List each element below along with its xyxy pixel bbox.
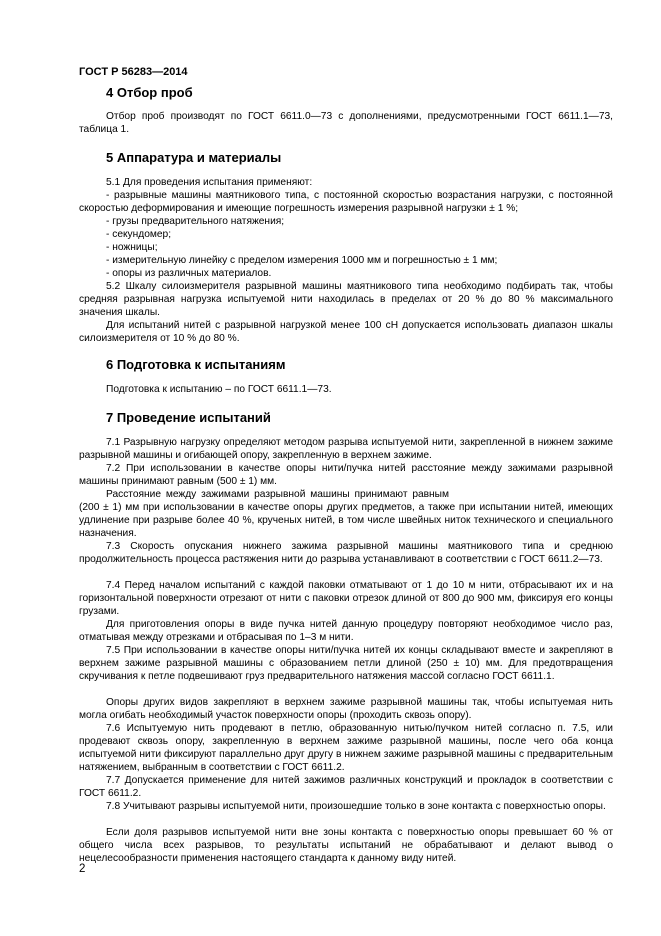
para-7-5: 7.5 При использовании в качестве опоры нити/пучка нитей их концы складывают вместе и закрепляют в верхнем зажиме разрывной машины с образованием петли длиной (250 ± 10) мм. Для предотвращения скручивания к петле подвешивают груз предварительного натяжения массой согласно ГОСТ 6611.1. <box>79 645 613 682</box>
para-7-2-distance-cont: (200 ± 1) мм при использовании в качестве опоры других предметов, а также при испытании нитей, имеющих удлинение при разрыве более 40 %, крученых нитей, в том числе швейных ниток технического и специального назначения. <box>79 502 613 539</box>
list-item: - измерительную линейку с пределом измерения 1000 мм и погрешностью ± 1 мм; <box>106 255 498 266</box>
list-item: - грузы предварительного натяжения; <box>106 216 285 227</box>
section-7-title: 7 Проведение испытаний <box>106 410 271 425</box>
list-item: - опоры из различных материалов. <box>106 268 272 279</box>
para-7-5-note: Опоры других видов закрепляют в верхнем зажиме разрывной машины так, чтобы испытуемая нить могла огибать необходимый участок поверхности опоры (проходить сквозь опору). <box>79 697 613 721</box>
para-7-2-distance: Расстояние между зажимами разрывной машины принимают равным <box>106 489 450 500</box>
list-item: - секундомер; <box>106 229 172 240</box>
section-4-title: 4 Отбор проб <box>106 85 193 100</box>
para-7-6: 7.6 Испытуемую нить продевают в петлю, образованную нитью/пучком нитей согласно п. 7.5, или продевают сквозь опору, закрепленную в верхнем зажиме разрывной машины, после чего оба конца испытуемой нити фиксируют параллельно друг другу в нижнем зажиме разрывной машины с предварительным натяжением, выбранным в соответствии с ГОСТ 6611.2. <box>79 723 613 773</box>
list-item: - ножницы; <box>106 242 158 253</box>
section-6-body: Подготовка к испытанию – по ГОСТ 6611.1—73. <box>106 384 332 395</box>
section-4-body: Отбор проб производят по ГОСТ 6611.0—73 с дополнениями, предусмотренными ГОСТ 6611.1—73, таблица 1. <box>79 111 613 135</box>
standard-header: ГОСТ Р 56283—2014 <box>79 66 188 78</box>
para-7-8-note: Если доля разрывов испытуемой нити вне зоны контакта с поверхностью опоры превышает 60 % от общего числа всех разрывов, то результаты испытаний не обрабатывают и делают вывод о нецелесообразности применения настоящего стандарта к данному виду нитей. <box>79 827 613 864</box>
para-5-1-intro: 5.1 Для проведения испытания применяют: <box>106 177 313 188</box>
section-6-title: 6 Подготовка к испытаниям <box>106 357 286 372</box>
section-5-title: 5 Аппаратура и материалы <box>106 150 282 165</box>
para-7-1: 7.1 Разрывную нагрузку определяют методом разрыва испытуемой нити, закрепленной в нижнем зажиме разрывной машины и огибающей опору, закрепленную в верхнем зажиме. <box>79 437 613 461</box>
para-5-2: 5.2 Шкалу силоизмерителя разрывной машины маятникового типа необходимо подбирать так, чтобы средняя разрывная нагрузка испытуемой нити находилась в пределах от 20 % до 80 % максимального значения шкалы. <box>79 281 613 318</box>
para-7-3: 7.3 Скорость опускания нижнего зажима разрывной машины маятникового типа и среднюю продолжительность процесса растяжения нити до разрыва устанавливают в соответствии с ГОСТ 6611.2—73. <box>79 541 613 565</box>
page-number: 2 <box>79 863 86 875</box>
para-7-2: 7.2 При использовании в качестве опоры нити/пучка нитей расстояние между зажимами разрывной машины принимают равным (500 ± 1) мм. <box>79 463 613 487</box>
para-5-1-item-1: - разрывные машины маятникового типа, с постоянной скоростью возрастания нагрузки, с постоянной скоростью деформирования и имеющие погрешность измерения разрывной нагрузки ± 1 %; <box>79 190 613 214</box>
para-7-4-note: Для приготовления опоры в виде пучка нитей данную процедуру повторяют необходимое число раз, отматывая между отрезками и отбрасывая по 1–3 м нити. <box>79 619 613 643</box>
para-7-7: 7.7 Допускается применение для нитей зажимов различных конструкций и прокладок в соответствии с ГОСТ 6611.2. <box>79 775 613 799</box>
para-7-8: 7.8 Учитывают разрывы испытуемой нити, произошедшие только в зоне контакта с поверхностью опоры. <box>106 801 606 812</box>
para-7-4: 7.4 Перед началом испытаний с каждой паковки отматывают от 1 до 10 м нити, отбрасывают их и на горизонтальной поверхности отрезают от нити с паковки отрезок длиной от 800 до 900 мм, фиксируя его концы грузами. <box>79 580 613 617</box>
para-5-2-note: Для испытаний нитей с разрывной нагрузкой менее 100 сН допускается использовать диапазон шкалы силоизмерителя от 10 % до 80 %. <box>79 320 613 344</box>
